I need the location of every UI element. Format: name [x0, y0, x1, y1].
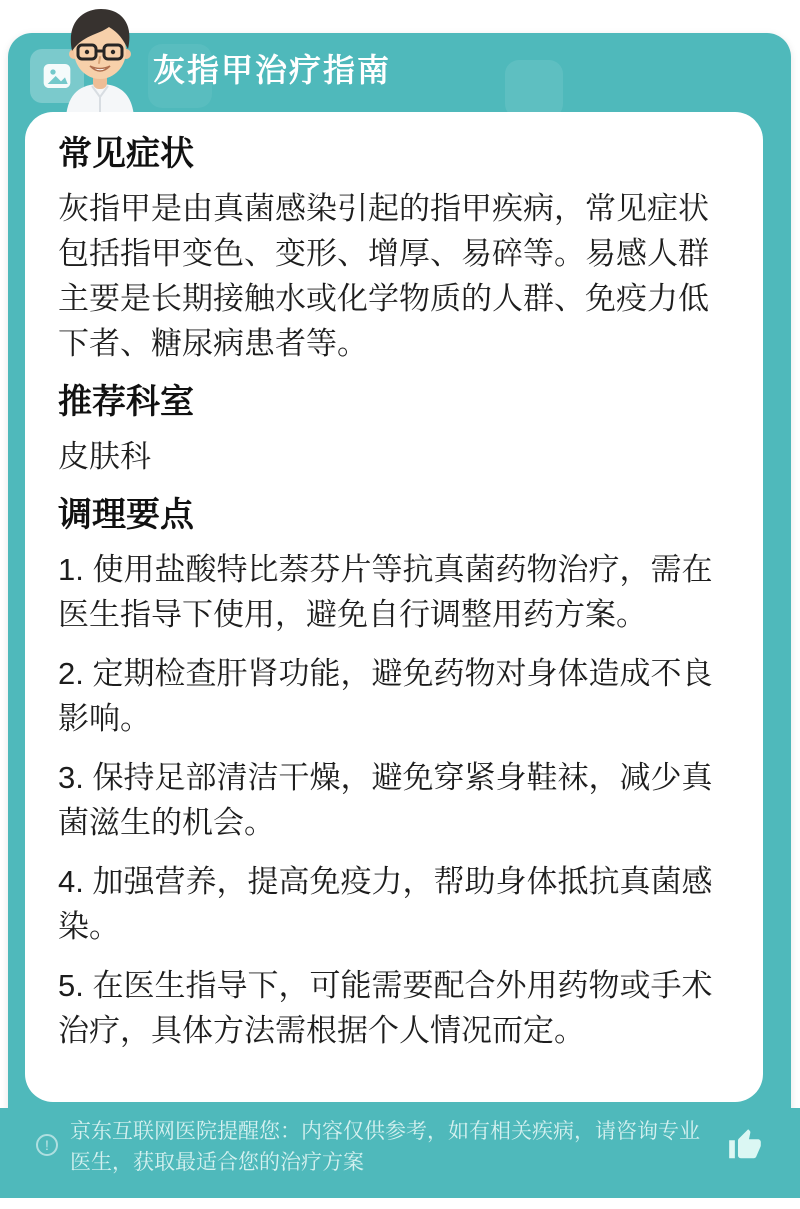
care-item: 4. 加强营养，提高免疫力，帮助身体抵抗真菌感染。 [58, 864, 713, 944]
thumbs-up-icon [726, 1125, 764, 1163]
care-item: 1. 使用盐酸特比萘芬片等抗真菌药物治疗，需在医生指导下使用，避免自行调整用药方案。 [58, 552, 713, 632]
page-title: 灰指甲治疗指南 [153, 52, 392, 88]
section-heading-care: 调理要点 [58, 496, 194, 534]
care-item: 3. 保持足部清洁干燥，避免穿紧身鞋袜，减少真菌滋生的机会。 [58, 760, 713, 840]
circle-exclamation-icon [36, 1134, 58, 1156]
section-heading-symptoms: 常见症状 [58, 135, 194, 173]
department-value: 皮肤科 [58, 439, 151, 474]
thumbs-up-button[interactable] [725, 1125, 765, 1165]
symptoms-text: 灰指甲是由真菌感染引起的指甲疾病，常见症状包括指甲变色、变形、增厚、易碎等。易感人群主要是长期接触水或化学物质的人群、免疫力低下者、糖尿病患者等。 [58, 191, 709, 361]
content-card [25, 112, 763, 1102]
care-item: 2. 定期检查肝肾功能，避免药物对身体造成不良影响。 [58, 656, 713, 736]
disclaimer-text: 京东互联网医院提醒您：内容仅供参考，如有相关疾病，请咨询专业医生，获取最适合您的治疗方案 [70, 1120, 700, 1174]
footer [0, 1108, 800, 1198]
section-heading-department: 推荐科室 [58, 383, 194, 421]
info-glyph: ! [45, 1137, 49, 1153]
care-item: 5. 在医生指导下，可能需要配合外用药物或手术治疗，具体方法需根据个人情况而定。 [58, 968, 713, 1048]
doctor-avatar [50, 5, 150, 117]
decorative-square [505, 60, 563, 118]
